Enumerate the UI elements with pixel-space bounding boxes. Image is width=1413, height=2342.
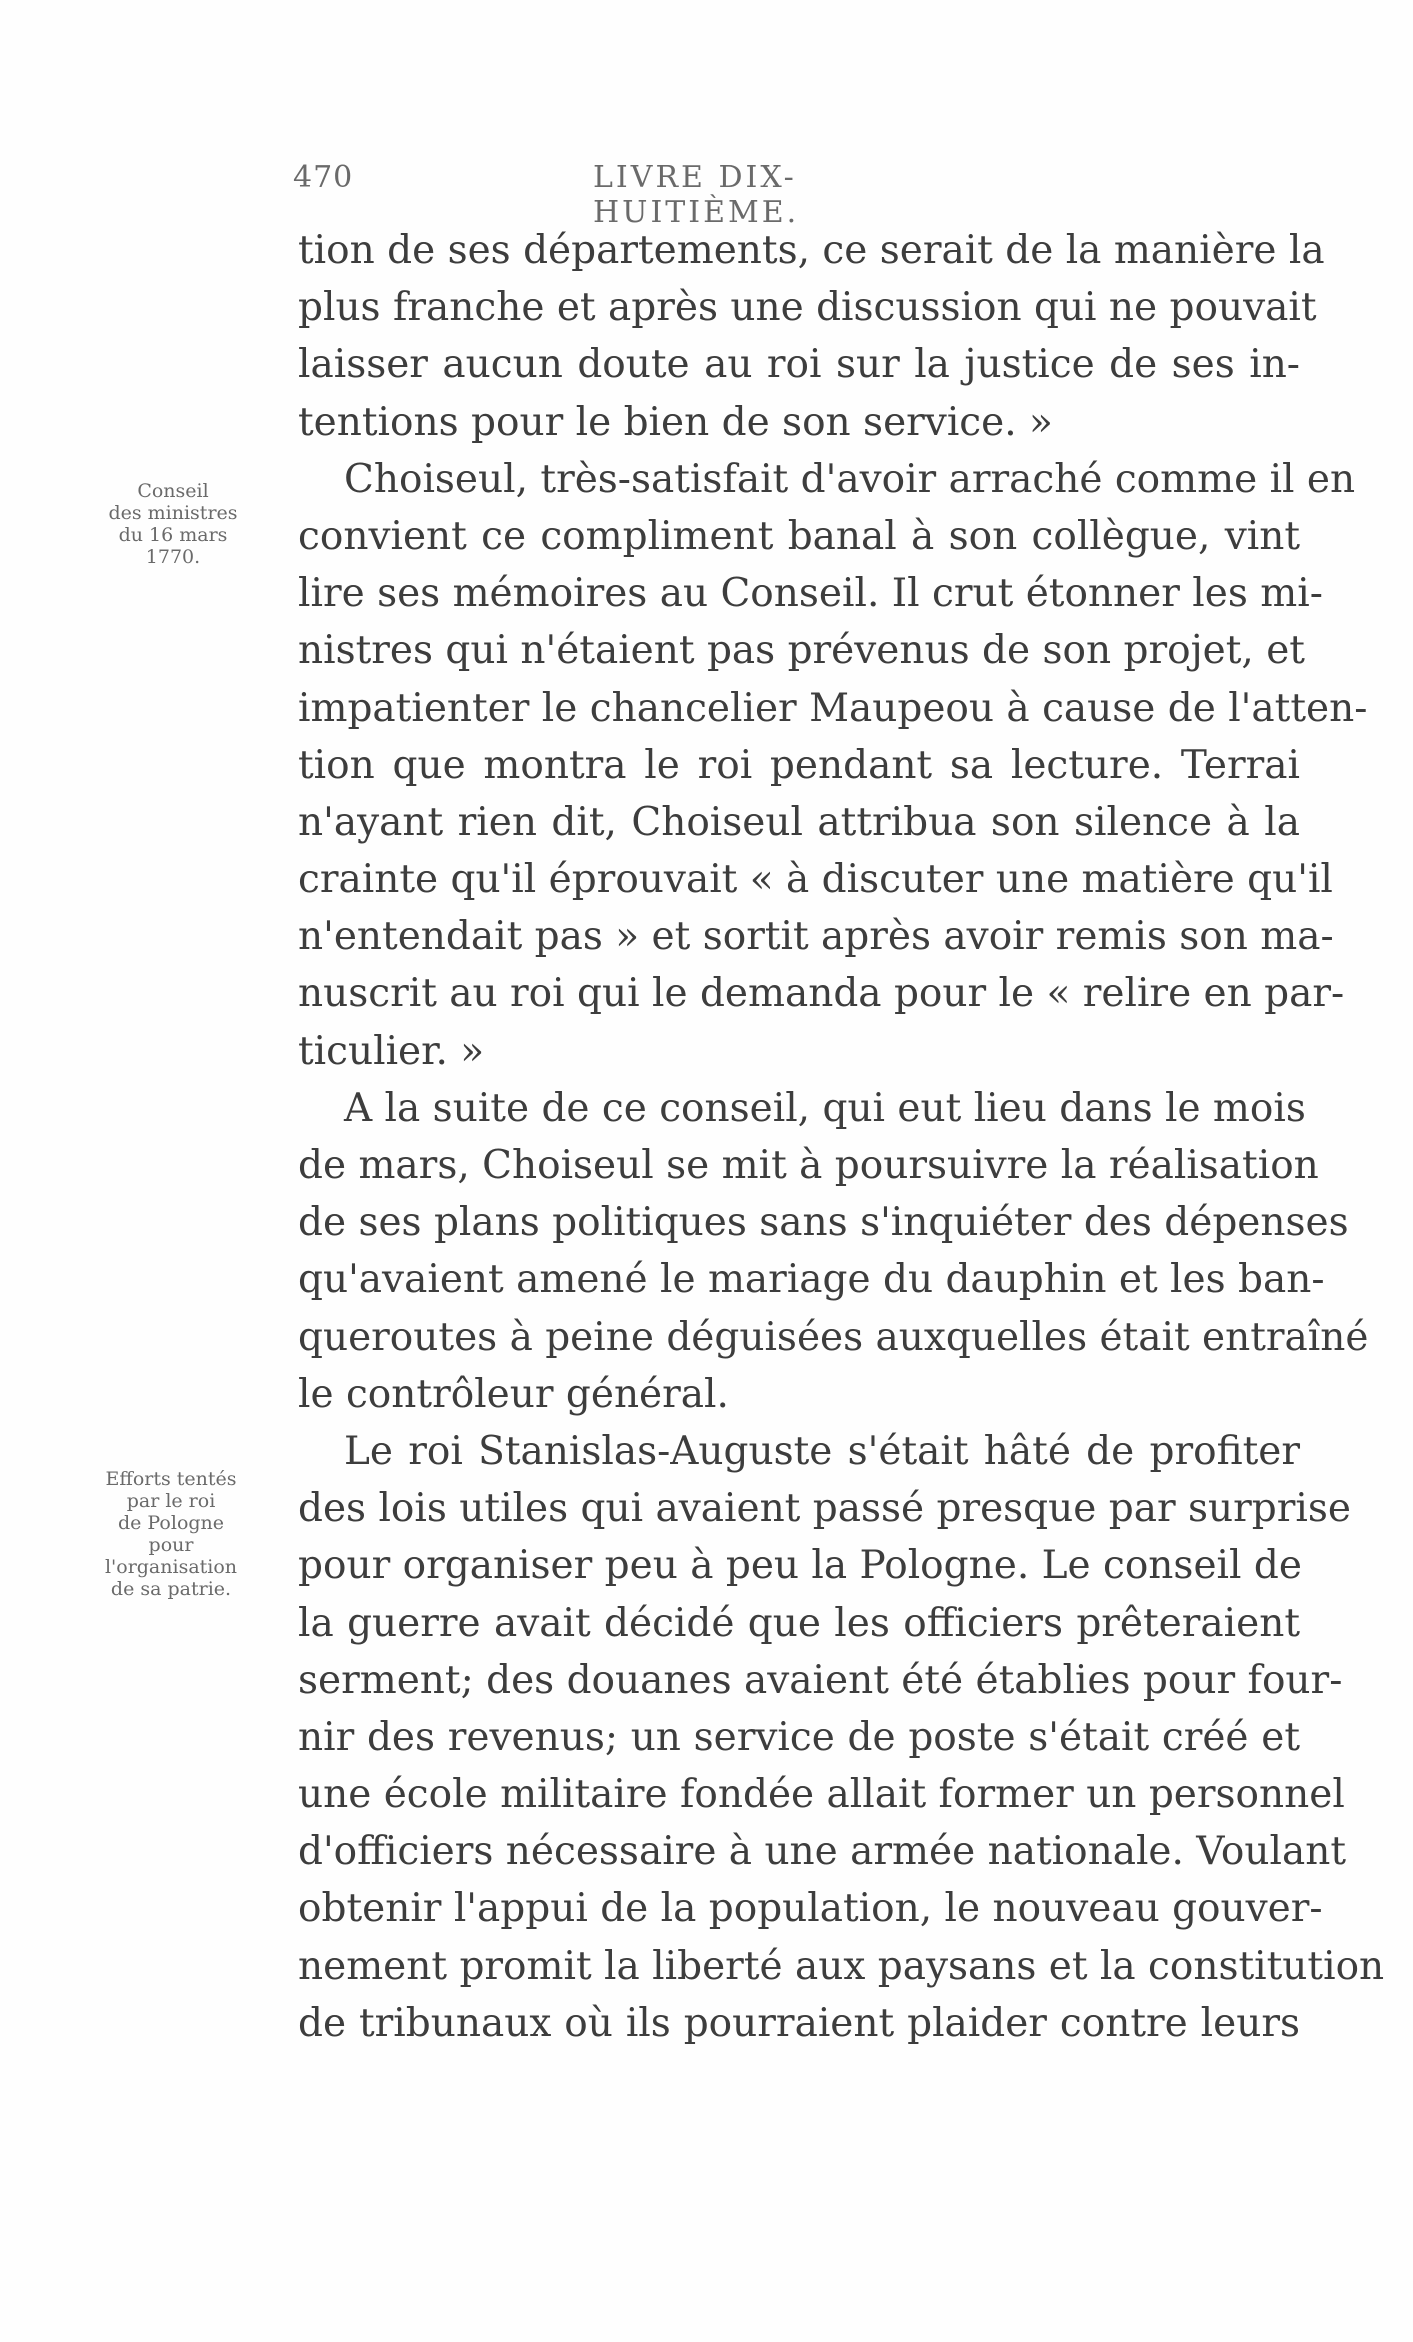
text-line: une école militaire fondée allait former un personnel <box>298 1772 1345 1818</box>
text-line: n'entendait pas » et sortit après avoir remis son ma- <box>298 914 1334 960</box>
text-line: le contrôleur général. <box>298 1371 729 1417</box>
text-line: nir des revenus; un service de poste s'était créé et <box>298 1714 1300 1760</box>
margin-note-efforts <box>86 1468 256 1600</box>
text-line: nement promit la liberté aux paysans et la constitution <box>298 1943 1385 1989</box>
running-header <box>293 160 993 230</box>
text-line: d'officiers nécessaire à une armée nationale. Voulant <box>298 1829 1346 1875</box>
text-line: impatienter le chancelier Maupeou à cause de l'atten- <box>298 685 1368 731</box>
text-line: lire ses mémoires au Conseil. Il crut étonner les mi- <box>298 571 1323 617</box>
text-line: ticulier. » <box>298 1028 485 1074</box>
margin-note-line: de Pologne <box>117 1512 225 1534</box>
margin-note-line: l'organisation <box>104 1556 238 1578</box>
margin-note-line: de sa patrie. <box>110 1578 232 1600</box>
text-line: plus franche et après une discussion qui ne pouvait <box>298 285 1317 331</box>
text-line: Le roi Stanislas-Auguste s'était hâté de profiter <box>344 1428 1300 1474</box>
text-line: de ses plans politiques sans s'inquiéter des dépenses <box>298 1200 1349 1246</box>
margin-note-line: par le roi <box>126 1490 216 1512</box>
text-line: de mars, Choiseul se mit à poursuivre la réalisation <box>298 1143 1319 1188</box>
text-line: laisser aucun doute au roi sur la justice de ses in- <box>298 342 1300 388</box>
page-number: 470 <box>293 160 354 195</box>
text-line: A la suite de ce conseil, qui eut lieu dans le mois <box>344 1085 1306 1131</box>
chapter-title: LIVRE DIX-HUITIÈME. <box>593 160 800 230</box>
margin-note-line: des ministres <box>108 502 238 524</box>
text-line: de tribunaux où ils pourraient plaider contre leurs <box>298 2000 1300 2046</box>
text-line: nistres qui n'étaient pas prévenus de son projet, et <box>298 628 1305 674</box>
margin-note-line: du 16 mars <box>118 524 228 546</box>
text-line: tion de ses départements, ce serait de la manière la <box>298 228 1325 273</box>
text-line: Choiseul, très-satisfait d'avoir arraché comme il en <box>344 456 1356 502</box>
text-line: la guerre avait décidé que les officiers prêteraient <box>298 1600 1300 1646</box>
text-line: qu'avaient amené le mariage du dauphin et les ban- <box>298 1257 1325 1303</box>
text-line: obtenir l'appui de la population, le nouveau gouver- <box>298 1886 1323 1932</box>
text-line: queroutes à peine déguisées auxquelles était entraîné <box>298 1314 1369 1360</box>
margin-note-line: 1770. <box>145 546 201 568</box>
text-line: nuscrit au roi qui le demanda pour le « relire en par- <box>298 971 1345 1017</box>
text-line: pour organiser peu à peu la Pologne. Le conseil de <box>298 1543 1302 1589</box>
body-text <box>298 222 1385 2052</box>
text-line: tentions pour le bien de son service. » <box>298 399 1053 445</box>
margin-note-conseil <box>88 480 258 568</box>
margin-note-line: pour <box>148 1534 194 1556</box>
text-line: crainte qu'il éprouvait « à discuter une matière qu'il <box>298 857 1333 903</box>
margin-note-line: Conseil <box>137 480 209 502</box>
text-line: des lois utiles qui avaient passé presque par surprise <box>298 1486 1351 1532</box>
text-line: convient ce compliment banal à son collègue, vint <box>298 513 1300 559</box>
text-line: tion que montra le roi pendant sa lecture. Terrai <box>298 742 1300 788</box>
margin-note-line: Efforts tentés <box>105 1468 237 1490</box>
text-line: n'ayant rien dit, Choiseul attribua son silence à la <box>298 799 1300 845</box>
text-line: serment; des douanes avaient été établies pour four- <box>298 1657 1343 1703</box>
